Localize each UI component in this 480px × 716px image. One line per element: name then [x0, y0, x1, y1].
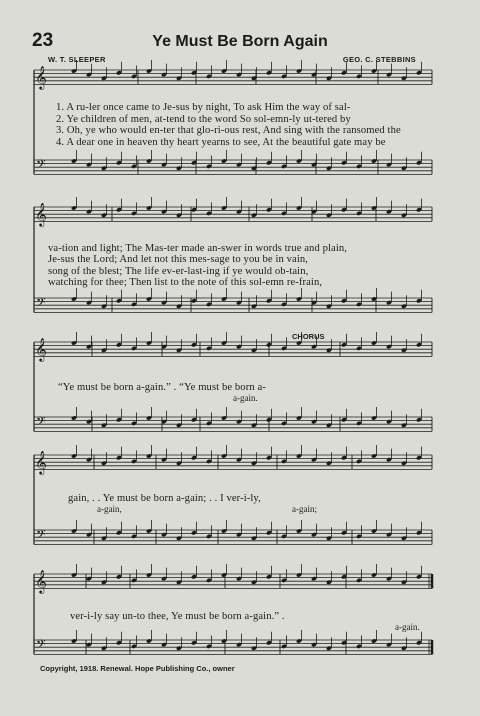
verse-number: 2.: [56, 114, 65, 125]
bass-clef-icon: 𝄢: [36, 414, 46, 432]
verse-number: 4.: [56, 137, 65, 148]
verse-3-line-2: song of the blest; The life ev-er-last-ing if ye would ob-tain,: [48, 266, 309, 277]
verse-text: Ye children of men, at-tend to the word So sol-emn-ly ut-tered by: [66, 114, 351, 125]
chorus-line-2: gain, . . Ye must be born a-gain; . . I ver-i-ly,: [68, 493, 261, 504]
verse-2-line-2: Je-sus the Lord; And let not this mes-sage to you be in vain,: [48, 254, 309, 265]
bass-notes: [71, 150, 422, 171]
melody-notes: [71, 60, 422, 81]
chorus-line-3: ver-i-ly say un-to thee, Ye must be born a-gain.” .: [70, 611, 285, 622]
bass-clef-icon: 𝄢: [36, 157, 46, 175]
bass-clef-icon: 𝄢: [36, 527, 46, 545]
melody-notes: [71, 332, 422, 353]
treble-clef-icon: 𝄞: [35, 569, 47, 593]
chorus-echo: a-gain.: [233, 393, 258, 403]
bass-clef-icon: 𝄢: [36, 295, 46, 313]
hymn-title: Ye Must Be Born Again: [152, 33, 328, 50]
chorus-echo: a-gain;: [292, 504, 317, 514]
verse-text: Oh, ye who would en-ter that glo-ri-ous rest, And sing with the ransomed the: [66, 125, 401, 136]
chorus-line-1: “Ye must be born a-gain.” . “Ye must be born a-: [58, 382, 266, 393]
verse-number: 1.: [56, 102, 65, 113]
treble-clef-icon: 𝄞: [35, 65, 47, 89]
chorus-echo: a-gain,: [97, 504, 122, 514]
verse-1-line-2: va-tion and light; The Mas-ter made an-swer in words true and plain,: [48, 243, 348, 254]
words-credit: W. T. SLEEPER: [48, 55, 106, 64]
verse-text: A dear one in heaven thy heart yearns to see, At the beautiful gate may be: [66, 137, 386, 148]
chorus-label: CHORUS: [292, 332, 325, 341]
treble-clef-icon: 𝄞: [35, 202, 47, 226]
hymn-number: 23: [32, 30, 54, 51]
verse-4-line-2: watching for thee; Then list to the note of this sol-emn re-frain,: [48, 277, 323, 288]
chorus-echo: a-gain.: [395, 622, 420, 632]
melody-notes: [71, 564, 422, 585]
bass-notes: [71, 630, 422, 651]
bass-clef-icon: 𝄢: [36, 637, 46, 655]
treble-clef-icon: 𝄞: [35, 337, 47, 361]
treble-clef-icon: 𝄞: [35, 450, 47, 474]
music-credit: GEO. C. STEBBINS: [342, 55, 416, 64]
verse-4-line-1: [56, 136, 432, 149]
bass-notes: [71, 288, 422, 309]
verse-number: 3.: [56, 125, 65, 136]
melody-notes: [71, 197, 422, 218]
bass-notes: [71, 407, 422, 428]
verse-text: A ru-ler once came to Je-sus by night, To ask Him the way of sal-: [66, 102, 351, 113]
copyright-notice: Copyright, 1918. Renewal. Hope Publishing Co., owner: [40, 664, 235, 673]
bass-notes: [71, 520, 422, 541]
melody-notes: [71, 445, 422, 466]
